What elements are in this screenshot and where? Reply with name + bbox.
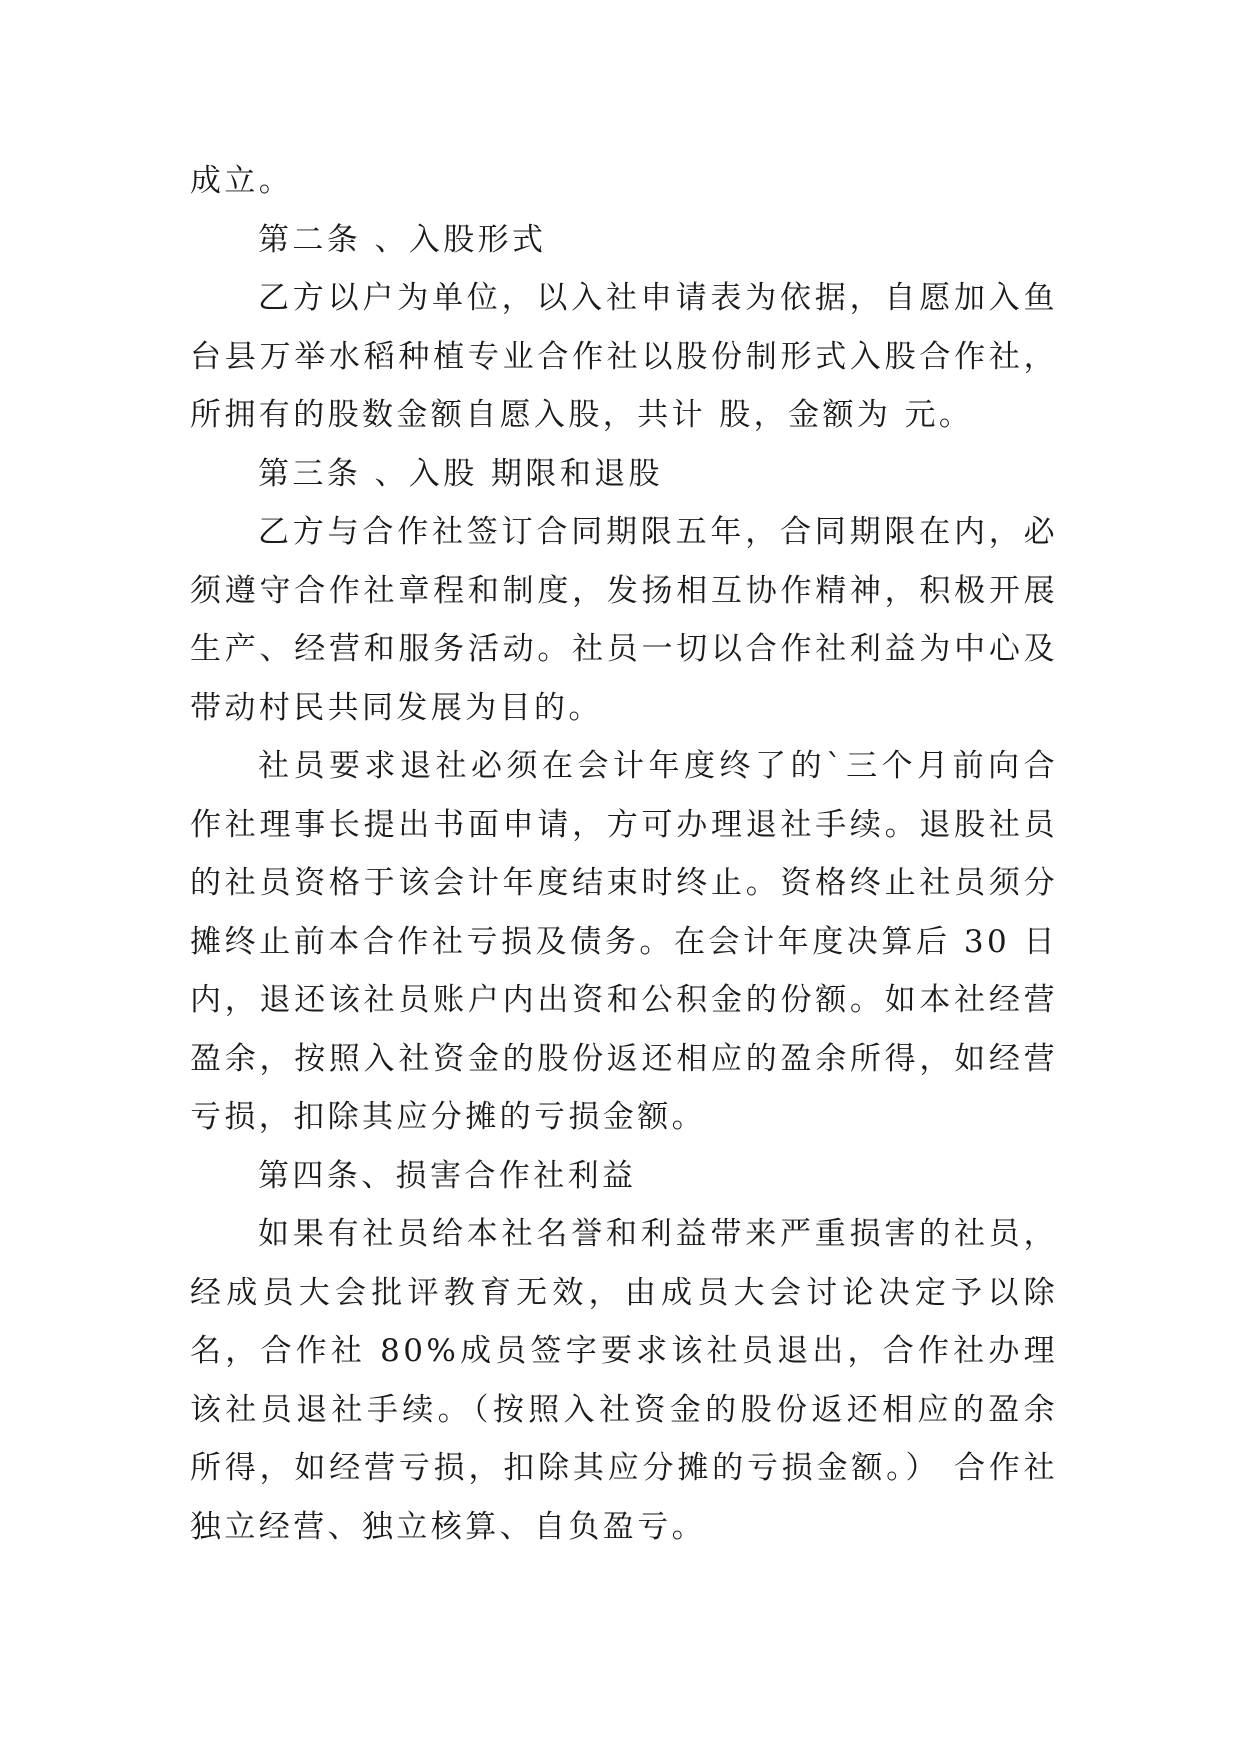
article-3-body-2: 社员要求退社必须在会计年度终了的`三个月前向合作社理事长提出书面申请，方可办理退社手续。退股社员的社员资格于该会计年度结束时终止。资格终止社员须分摊终止前本合作社亏损及债务。在会计年度决算后 30 日内，退还该社员账户内出资和公积金的份额。如本社经营盈余，按照入社资金的股份返还相应的盈余所得，如经营亏损，扣除其应分摊的亏损金额。 [190, 748, 1058, 1135]
article-4-heading: 第四条、损害合作社利益 [258, 1157, 637, 1194]
document-page [190, 152, 1058, 1556]
article-3-heading: 第三条 、入股 期限和退股 [258, 455, 663, 492]
article-3-body-1: 乙方与合作社签订合同期限五年，合同期限在内，必须遵守合作社章程和制度，发扬相互协作精神，积极开展生产、经营和服务活动。社员一切以合作社利益为中心及带动村民共同发展为目的。 [190, 514, 1058, 726]
article-2-body: 乙方以户为单位，以入社申请表为依据，自愿加入鱼台县万举水稻种植专业合作社以股份制形式入股合作社，所拥有的股数金额自愿入股，共计 股，金额为 元。 [190, 280, 1058, 433]
article-2-heading: 第二条 、入股形式 [258, 221, 547, 258]
paragraph-continuation: 成立。 [190, 163, 294, 199]
article-4-body: 如果有社员给本社名誉和利益带来严重损害的社员，经成员大会批评教育无效，由成员大会讨论决定予以除名，合作社 80%成员签字要求该社员退出，合作社办理该社员退社手续。（按照入社资金的股份返还相应的盈余所得，如经营亏损，扣除其应分摊的亏损金额。） 合作社独立经营、独立核算、自负盈亏。 [190, 1216, 1058, 1545]
